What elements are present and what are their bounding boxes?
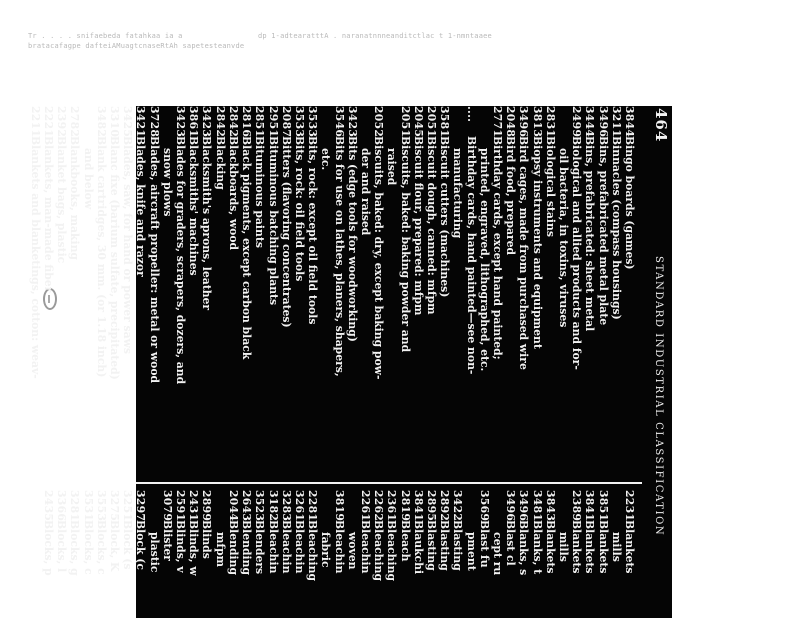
entry-description: Biopsy instruments and equipment xyxy=(530,136,544,349)
sic-code xyxy=(319,490,332,520)
entry-description: Blankets, man-made fiber xyxy=(42,136,56,293)
entry-description: Bituminous paints xyxy=(253,136,267,248)
index-entry xyxy=(266,106,279,478)
sic-code: 2051 xyxy=(398,106,412,138)
index-entry xyxy=(95,490,108,630)
index-entry xyxy=(359,106,372,478)
scan-header-artifact-3: dp 1-adtearatttA . naranatnnneanditctlac t 1-nmntaaee xyxy=(258,32,492,40)
scanned-page xyxy=(28,106,672,618)
entry-description: Biological stains xyxy=(543,136,557,237)
entry-description: Bleaching xyxy=(372,520,386,582)
entry-description: Bits, rock: oil field tools xyxy=(292,136,306,282)
index-entry xyxy=(200,490,213,630)
sic-code: 3310 xyxy=(108,106,122,138)
entry-description: Bitters (flavoring concentrates) xyxy=(279,136,293,328)
sic-code xyxy=(161,106,174,136)
entry-description: Biological and allied products and for- xyxy=(570,136,584,370)
entry-description: Bleachin xyxy=(279,520,293,574)
sic-code: 3581 xyxy=(438,106,452,138)
index-entry xyxy=(544,490,557,630)
sic-code: 3533 xyxy=(306,106,320,138)
sic-code: 2899 xyxy=(200,490,214,522)
index-entry xyxy=(29,106,42,478)
index-entry xyxy=(544,106,557,478)
scan-header-artifact-2: bratacafagpe dafteiAMuagtcnaseRtAh sapetesteanvde xyxy=(28,42,245,50)
sic-code: 3425 xyxy=(121,106,135,138)
entry-description: Birthday cards, hand painted—see non- xyxy=(464,136,478,375)
entry-description: Biscuit flour, prepared: mfpm xyxy=(411,136,425,316)
index-entry xyxy=(81,106,94,478)
running-title: STANDARD INDUSTRIAL CLASSIFICATION xyxy=(653,256,664,537)
entry-description: Bleaching xyxy=(306,520,320,582)
index-entry xyxy=(385,490,398,630)
sic-code xyxy=(557,106,570,136)
index-entry xyxy=(319,490,332,630)
sic-code: 3421 xyxy=(134,106,148,138)
index-entry xyxy=(306,490,319,630)
entry-description: Block, K xyxy=(108,520,122,572)
entry-description: Blankbooks, making xyxy=(68,136,82,260)
sic-code xyxy=(451,106,464,136)
entry-description: Blocks, c xyxy=(94,520,108,575)
entry-description: Biscuit dough, canned: mfpm xyxy=(424,136,438,315)
sic-code: 2591 xyxy=(174,490,188,522)
sic-code: 3422 xyxy=(451,490,465,522)
index-entry xyxy=(95,106,108,478)
sic-code: 2819 xyxy=(398,490,412,522)
entry-description: Birthday cards, except hand painted; xyxy=(490,136,504,360)
sic-code xyxy=(464,490,477,520)
entry-description: Blanks, t xyxy=(530,520,544,575)
sic-code: 3079 xyxy=(160,490,174,522)
sic-code: 3841 xyxy=(411,490,425,522)
entry-description: Blanks, s xyxy=(517,520,531,576)
entry-description: Blankets xyxy=(596,520,610,574)
entry-description: Bits for use on lathes, planers, shapers, xyxy=(332,136,346,377)
sic-code: 2851 xyxy=(253,106,267,138)
sic-code: 3813 xyxy=(530,106,544,138)
index-entry xyxy=(504,106,517,478)
entry-description: Blankets xyxy=(623,520,636,574)
entry-description: Bleachin xyxy=(292,520,306,574)
index-entry xyxy=(280,106,293,478)
index-entry xyxy=(174,490,187,630)
index-entry xyxy=(517,106,530,478)
left-column xyxy=(29,106,636,478)
entry-description: oil bacteria, in toxins, viruses xyxy=(556,148,570,328)
index-entry xyxy=(596,106,609,478)
entry-description: cept ru xyxy=(490,532,504,576)
sic-code: 3496 xyxy=(517,490,531,522)
index-entry xyxy=(623,490,636,630)
index-entry xyxy=(372,106,385,478)
index-entry xyxy=(583,490,596,630)
entry-description: Blister xyxy=(160,520,174,561)
entry-description: Bleach xyxy=(398,520,412,562)
sic-code: 3728 xyxy=(147,106,161,138)
sic-code: 2951 xyxy=(266,106,280,138)
index-entry xyxy=(530,106,543,478)
sic-code: 3297 xyxy=(134,490,148,522)
entry-description: Blades, aircraft propeller: metal or wood xyxy=(147,136,161,384)
entry-description: pment xyxy=(464,532,478,571)
sic-code: 2831 xyxy=(543,106,557,138)
sic-code xyxy=(359,106,372,136)
entry-description: Black pigments, except carbon black xyxy=(240,136,254,360)
index-entry xyxy=(596,490,609,630)
entry-description: mills xyxy=(556,532,570,562)
index-entry xyxy=(108,106,121,478)
index-entry xyxy=(517,490,530,630)
entry-description: and below xyxy=(81,148,95,210)
entry-description: Blackboards, wood xyxy=(226,136,240,251)
page-number: 464 xyxy=(652,108,670,143)
entry-description: Blinds, w xyxy=(187,520,201,576)
sic-code: 3275 xyxy=(108,490,122,522)
index-entry xyxy=(214,490,227,630)
index-entry xyxy=(464,490,477,630)
sic-code: 3496 xyxy=(596,106,610,138)
index-entry xyxy=(134,106,147,478)
index-entry xyxy=(108,490,121,630)
entry-description: Blankets and blanketings, cotton: weav- xyxy=(28,136,42,379)
sic-code xyxy=(557,490,570,520)
entry-description: Biscuits, baked: dry, except baking pow- xyxy=(372,136,386,380)
index-entry xyxy=(147,490,160,630)
entry-description: mills xyxy=(609,532,623,562)
sic-code: 3844 xyxy=(623,106,636,138)
index-entry xyxy=(161,106,174,478)
index-entry xyxy=(438,490,451,630)
entry-description: Block (s xyxy=(121,520,135,570)
index-entry xyxy=(425,490,438,630)
sic-code: 3531 xyxy=(81,490,95,522)
sic-code xyxy=(385,106,398,136)
entry-description: Blocks, c xyxy=(81,520,95,575)
index-entry xyxy=(227,106,240,478)
entry-description: Bits, rock: except oil field tools xyxy=(306,136,320,325)
entry-description: Blasting xyxy=(438,520,452,571)
entry-description: Blanc fixe (barium sulfate, precipitated) xyxy=(108,136,122,380)
index-entry xyxy=(121,490,134,630)
sic-code: .... xyxy=(464,106,478,123)
sic-code: 3281 xyxy=(68,490,82,522)
entry-description: der and raised xyxy=(358,148,372,236)
entry-description: Blankets xyxy=(543,520,557,574)
sic-code xyxy=(319,106,332,136)
entry-description: Blanket bags, plastic xyxy=(55,136,69,264)
sic-code: 3251 xyxy=(121,490,135,522)
sic-code: 3533 xyxy=(292,106,306,138)
sic-code: 2262 xyxy=(372,490,386,522)
entry-description: Blast fu xyxy=(477,520,491,568)
sic-code: 2281 xyxy=(306,490,320,522)
index-entry xyxy=(372,490,385,630)
entry-description: woven xyxy=(345,532,359,570)
index-entry xyxy=(478,106,491,478)
sic-code: 2231 xyxy=(623,490,636,522)
index-entry xyxy=(253,106,266,478)
sic-code: 2221 xyxy=(42,106,56,138)
index-entry xyxy=(319,106,332,478)
entry-description: Bird food, prepared xyxy=(504,136,518,256)
entry-description: Blankets xyxy=(570,520,584,574)
entry-description: Blinds, v xyxy=(174,520,188,573)
entry-description: Blades, saw, for hand or power saws xyxy=(121,136,135,354)
index-entry xyxy=(359,490,372,630)
index-entry xyxy=(227,490,240,630)
sic-code: 2044 xyxy=(226,490,240,522)
sic-code: 2261 xyxy=(358,490,372,522)
entry-description: Bleachin xyxy=(266,520,280,574)
entry-description: Blaukchi xyxy=(411,520,425,575)
right-column xyxy=(42,490,636,630)
sic-code: 3843 xyxy=(543,490,557,522)
index-entry xyxy=(306,106,319,478)
entry-description: Blacksmiths' machines xyxy=(187,136,201,276)
sic-code: 2051 xyxy=(424,106,438,138)
sic-code: 2816 xyxy=(240,106,254,138)
index-entry xyxy=(332,106,345,478)
entry-description: printed, engraved, lithographed, etc. xyxy=(477,148,491,372)
entry-description: Blocks, l xyxy=(55,520,69,573)
index-entry xyxy=(240,106,253,478)
index-entry xyxy=(438,106,451,478)
sic-code: 3523 xyxy=(253,490,267,522)
entry-description: Blank cartridges, 30 mm. (or 1.18 inch) xyxy=(94,136,108,378)
entry-description: Blades, knife and razor xyxy=(134,136,148,277)
index-entry xyxy=(346,106,359,478)
sic-code xyxy=(147,490,160,520)
index-entry xyxy=(491,490,504,630)
entry-description: Blasting xyxy=(424,520,438,571)
scan-header-artifact: Tr . . . . snifaebeda fatahkaa ia a xyxy=(28,32,183,40)
entry-description: Biscuit cutters (machines) xyxy=(438,136,452,298)
sic-code xyxy=(610,490,623,520)
index-entry xyxy=(412,106,425,478)
entry-description: etc. xyxy=(319,148,333,171)
index-entry xyxy=(200,106,213,478)
index-entry xyxy=(266,490,279,630)
sic-code: 3444 xyxy=(583,106,597,138)
sic-code: 2392 xyxy=(55,106,69,138)
sic-code: 2361 xyxy=(385,490,399,522)
index-entry xyxy=(55,106,68,478)
index-entry xyxy=(174,106,187,478)
index-entry xyxy=(478,490,491,630)
sic-code: 2842 xyxy=(213,106,227,138)
sic-code xyxy=(346,490,359,520)
sic-code: 2087 xyxy=(279,106,293,138)
index-entry xyxy=(55,490,68,630)
entry-description: Blast cl xyxy=(504,520,518,566)
index-entry xyxy=(557,490,570,630)
index-entry xyxy=(42,106,55,478)
index-entry xyxy=(81,490,94,630)
entry-description: Blocks, g xyxy=(68,520,82,576)
index-entry xyxy=(451,106,464,478)
entry-description: snow plows xyxy=(160,148,174,217)
entry-description: raised xyxy=(385,148,399,186)
sic-code: 3851 xyxy=(596,490,610,522)
sic-code: 3553 xyxy=(94,490,108,522)
sic-code: 3423 xyxy=(174,106,188,138)
index-entry xyxy=(280,490,293,630)
sic-code: 3423 xyxy=(200,106,214,138)
sic-code: 2389 xyxy=(570,490,584,522)
entry-description: Bins, prefabricated metal plate xyxy=(596,136,610,326)
sic-code: 2782 xyxy=(68,106,82,138)
index-entry xyxy=(346,490,359,630)
sic-code: 2431 xyxy=(187,490,201,522)
entry-description: Bleachin xyxy=(332,520,346,574)
index-entry xyxy=(214,106,227,478)
index-entry xyxy=(425,106,438,478)
sic-code xyxy=(81,106,94,136)
sic-code: 2842 xyxy=(226,106,240,138)
sic-code: 3496 xyxy=(517,106,531,138)
entry-description: Binnacles (compass housings) xyxy=(609,136,623,320)
index-entry xyxy=(557,106,570,478)
column-divider xyxy=(136,482,642,484)
index-entry xyxy=(464,106,477,478)
entry-description: Blocks, p xyxy=(42,520,56,576)
index-entry xyxy=(293,490,306,630)
index-entry xyxy=(147,106,160,478)
index-entry xyxy=(530,490,543,630)
sic-code: 2048 xyxy=(504,106,518,138)
index-entry xyxy=(187,106,200,478)
index-entry xyxy=(121,106,134,478)
entry-description: Blending xyxy=(226,520,240,575)
sic-code: 3861 xyxy=(187,106,201,138)
index-entry xyxy=(293,106,306,478)
sic-code: 2211 xyxy=(28,106,42,138)
rotated-page-content xyxy=(28,106,672,618)
sic-code: 2435 xyxy=(42,490,56,522)
index-entry xyxy=(240,490,253,630)
entry-description: Bituminous batching plants xyxy=(266,136,280,306)
sic-code: 3569 xyxy=(477,490,491,522)
index-entry xyxy=(68,106,81,478)
sic-code: 3496 xyxy=(504,490,518,522)
sic-code: 3481 xyxy=(530,490,544,522)
sic-code xyxy=(478,106,491,136)
sic-code: 3182 xyxy=(266,490,280,522)
entry-description: manufacturing xyxy=(451,148,465,239)
index-entry xyxy=(570,490,583,630)
index-entry xyxy=(398,490,411,630)
sic-code: 3366 xyxy=(55,490,69,522)
entry-description: mfpm xyxy=(213,532,227,568)
index-entry xyxy=(187,490,200,630)
sic-code: 2052 xyxy=(372,106,386,138)
sic-code: 3482 xyxy=(94,106,108,138)
sic-code: 3211 xyxy=(609,106,623,138)
sic-code: 2892 xyxy=(438,490,452,522)
index-entry xyxy=(491,106,504,478)
index-entry xyxy=(134,490,147,630)
index-entry xyxy=(42,490,55,630)
index-entry xyxy=(623,106,636,478)
index-entry xyxy=(583,106,596,478)
index-entry xyxy=(398,106,411,478)
sic-code xyxy=(491,490,504,520)
sic-code: 2643 xyxy=(240,490,254,522)
entry-description: Blacksmith's aprons, leather xyxy=(200,136,214,311)
entry-description: Blankets xyxy=(583,520,597,574)
entry-description: Bits (edge tools for woodworking) xyxy=(345,136,359,342)
sic-code: 3819 xyxy=(332,490,346,522)
entry-description: Bins, prefabricated: sheet metal xyxy=(583,136,597,332)
entry-description: Block (c xyxy=(134,520,148,570)
index-entry xyxy=(504,490,517,630)
sic-code: 3283 xyxy=(279,490,293,522)
entry-description: Blinds xyxy=(200,520,214,559)
entry-description: Blades for graders, scrapers, dozers, and xyxy=(174,136,188,385)
sic-code: 2499 xyxy=(570,106,584,138)
index-entry xyxy=(253,490,266,630)
entry-description: Bird cages, made from purchased wire xyxy=(517,136,531,370)
entry-description: Blacking xyxy=(213,136,227,190)
sic-code: 3841 xyxy=(583,490,597,522)
sic-code: 2895 xyxy=(424,490,438,522)
index-entry xyxy=(332,490,345,630)
index-entry xyxy=(610,106,623,478)
index-entry xyxy=(412,490,425,630)
entry-description: Bingo boards (games) xyxy=(623,136,636,270)
entry-description: Biscuits, baked: baking powder and xyxy=(398,136,412,353)
sic-code: 3546 xyxy=(332,106,346,138)
index-entry xyxy=(68,490,81,630)
sic-code: 2045 xyxy=(411,106,425,138)
index-entry xyxy=(385,106,398,478)
entry-description: Bleaching xyxy=(385,520,399,582)
entry-description: Blending xyxy=(240,520,254,575)
entry-description: Bleachin xyxy=(358,520,372,574)
entry-description: plastic xyxy=(147,532,161,573)
index-entry xyxy=(570,106,583,478)
sic-code: 2771 xyxy=(490,106,504,138)
entry-description: fabric xyxy=(319,532,333,568)
entry-description: Blasting xyxy=(451,520,465,571)
sic-code: 3261 xyxy=(292,490,306,522)
index-entry xyxy=(610,490,623,630)
sic-code: 3423 xyxy=(345,106,359,138)
entry-description: Blenders xyxy=(253,520,267,575)
index-entry xyxy=(451,490,464,630)
index-entry xyxy=(161,490,174,630)
sic-code xyxy=(214,490,227,520)
